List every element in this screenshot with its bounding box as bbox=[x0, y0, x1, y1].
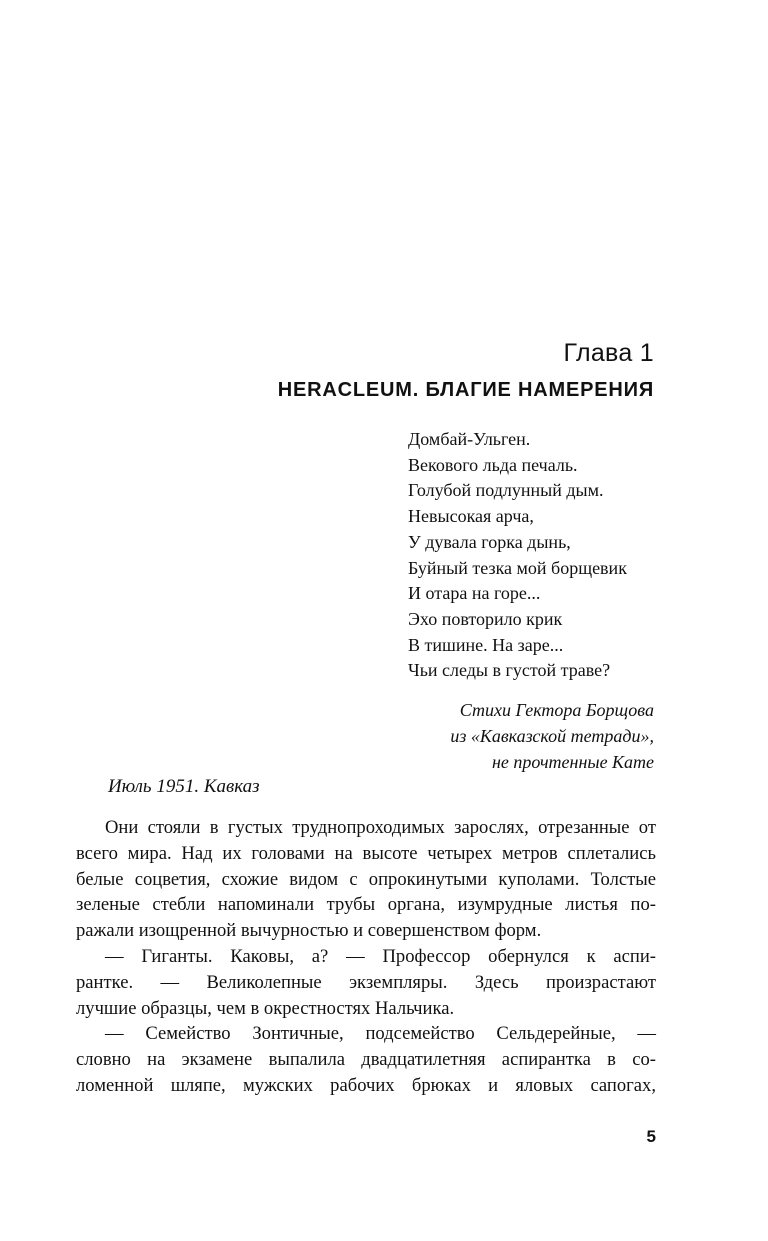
body-line: Они стояли в густых труднопроходимых зарослях, отрезанные от bbox=[105, 817, 656, 838]
body-line: ломенной шляпе, мужских рабочих брюках и яловых сапогах, bbox=[76, 1074, 656, 1096]
poem-line: Домбай-Ульген. bbox=[408, 429, 531, 449]
poem-line: Буйный тезка мой борщевик bbox=[408, 557, 627, 578]
poem-line: Векового льда печаль. bbox=[408, 454, 578, 475]
chapter-number: Глава 1 bbox=[563, 339, 654, 367]
body-line: — Семейство Зонтичные, подсемейство Сельдерейные, — bbox=[105, 1023, 656, 1045]
body-line: всего мира. Над их головами на высоте четырех метров сплетались bbox=[76, 842, 656, 864]
body-line: зеленые стебли напоминали трубы органа, изумрудные листья по- bbox=[76, 894, 656, 916]
poem-line: У дувала горка дынь, bbox=[408, 531, 571, 552]
poem-line: Эхо повторило крик bbox=[408, 608, 563, 629]
chapter-title: HERACLEUM. БЛАГИЕ НАМЕРЕНИЯ bbox=[277, 379, 654, 401]
attribution-line: не прочтенные Кате bbox=[491, 752, 654, 772]
poem-line: Голубой подлунный дым. bbox=[408, 480, 604, 501]
poem-line: Невысокая арча, bbox=[408, 506, 534, 527]
body-line: лучшие образцы, чем в окрестностях Нальчика. bbox=[76, 997, 455, 1019]
poem-line: В тишине. На заре... bbox=[408, 634, 564, 655]
poem-line: Чьи следы в густой траве? bbox=[408, 660, 611, 681]
page-number: 5 bbox=[646, 1127, 656, 1146]
body-line: рантке. — Великолепные экземпляры. Здесь произрастают bbox=[76, 971, 656, 993]
epigraph-attribution bbox=[450, 697, 654, 775]
body-line: белые соцветия, схожие видом с опрокинутыми куполами. Толстые bbox=[76, 868, 656, 890]
epigraph-poem bbox=[408, 427, 627, 684]
poem-line: И отара на горе... bbox=[408, 583, 541, 604]
body-text bbox=[76, 815, 656, 1099]
body-line: словно на экзамене выпалила двадцатилетняя аспирантка в со- bbox=[76, 1049, 656, 1071]
body-line: ражали изощренной вычурностью и совершенством форм. bbox=[76, 920, 542, 942]
attribution-line: из «Кавказской тетради», bbox=[450, 726, 654, 746]
body-line: — Гиганты. Каковы, а? — Профессор обернулся к аспи- bbox=[105, 945, 656, 967]
dateline: Июль 1951. Кавказ bbox=[108, 776, 260, 797]
attribution-line: Стихи Гектора Борщова bbox=[459, 700, 654, 720]
